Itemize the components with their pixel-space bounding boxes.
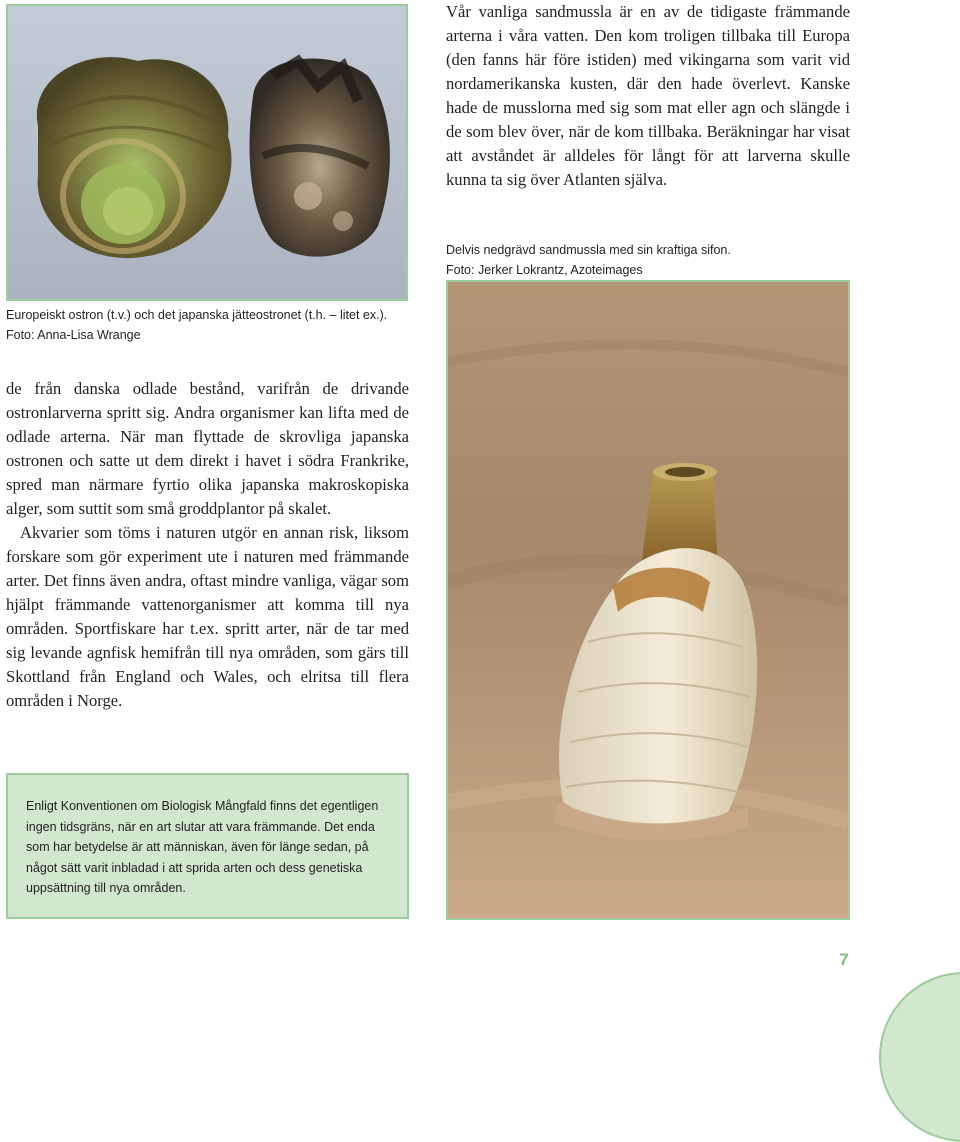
sand-clam-photo [446, 280, 850, 920]
body-text [6, 377, 409, 713]
corner-decoration [879, 972, 960, 1142]
clam-photo-caption [446, 240, 846, 280]
oyster-caption-credit: Foto: Anna-Lisa Wrange [6, 328, 141, 342]
info-box: Enligt Konventionen om Biologisk Mångfald finns det egentligen ingen tidsgräns, när en art slutar att vara främmande. Det enda som har betydelse är att människan, även för länge sedan, på något sätt varit inbladad i att sprida arten och dess genetiska uppsättning till nya områden. [6, 773, 409, 919]
oyster-photo-caption [6, 305, 426, 345]
clam-caption-text: Delvis nedgrävd sandmussla med sin kraftiga sifon. [446, 243, 731, 257]
oyster-caption-text: Europeiskt ostron (t.v.) och det japanska jätteostronet (t.h. – litet ex.). [6, 308, 388, 322]
page-number: 7 [839, 950, 849, 969]
oyster-photo [6, 4, 408, 301]
intro-paragraph: Vår vanliga sandmussla är en av de tidigaste främmande arterna i våra vatten. Den kom troligen tillbaka till Europa (den fanns här före istiden) med vikingarna som varit vid nordamerikanska kusten, där den hade överlevt. Kanske hade de musslorna med sig som mat eller agn och slängde i de som blev över, när de kom tillbaka. Beräkningar har visat att avståndet är alldeles för långt för att larverna skulle kunna ta sig över Atlanten själva. [446, 2, 850, 189]
body-paragraph-1: de från danska odlade bestånd, varifrån de drivande ostronlarverna spritt sig. Andra organismer kan lifta med de odlade arterna. När man flyttade de skrovliga japanska ostronen och satte ut dem direkt i havet i södra Frankrike, spred man närmare fyrtio olika japanska makroskopiska alger, som suttit som små groddplantor på skalet. [6, 379, 409, 518]
body-paragraph-2: Akvarier som töms i naturen utgör en annan risk, liksom forskare som gör experiment ute i naturen med främmande arter. Det finns även andra, oftast mindre vanliga, vägar som hjälpt främmande vattenorganismer att komma till nya områden. Sportfiskare har t.ex. spritt arter, när de tar med sig levande agnfisk hemifrån till nya områden, som gärs till Skottland från England och Wales, och elritsa till flera områden i Norge. [6, 523, 409, 710]
clam-caption-credit: Foto: Jerker Lokrantz, Azoteimages [446, 263, 643, 277]
